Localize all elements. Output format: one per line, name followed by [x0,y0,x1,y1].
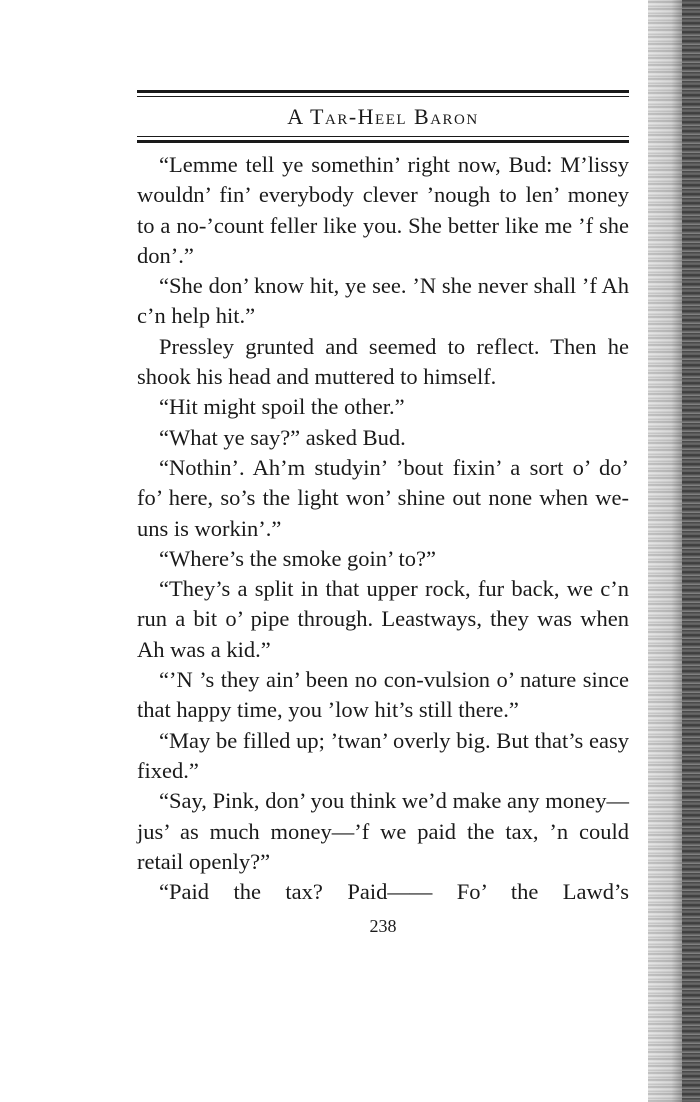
page-number: 238 [369,916,397,936]
header-rule-top-thin [137,96,629,97]
running-header: A Tar-Heel Baron [287,104,479,129]
header-rule-top-thick [137,90,629,93]
page-edge-gutter [682,0,700,1102]
paragraph: “Where’s the smoke goin’ to?” [159,545,436,571]
paragraph: “Say, Pink, don’ you think we’d make any money—jus’ as much money—’f we paid the tax, ’n could retail openly?” [137,788,629,874]
paragraph: “She don’ know hit, ye see. ’N she never shall ’f Ah c’n help hit.” [137,273,629,329]
paragraph: “Hit might spoil the other.” [159,394,405,420]
paragraph: Pressley grunted and seemed to reflect. Then he shook his head and muttered to himself. [137,333,629,390]
paragraph: “Lemme tell ye somethin’ right now, Bud: M’lissy wouldn’ fin’ everybody clever ’nough to len’ money to a no-’count feller like you. She better like me ’f she don’.” [137,152,629,268]
paragraph: “’N ’s they ain’ been no con-vulsion o’ nature since that happy time, you ’low hit’s still there.” [137,667,629,723]
paragraph: “Nothin’. Ah’m studyin’ ’bout fixin’ a sort o’ do’ fo’ here, so’s the light won’ shine out none when we-uns is workin’.” [137,454,629,541]
paragraph: “What ye say?” asked Bud. [159,424,406,450]
header-rule-bottom-thin [137,136,629,137]
page-edge-shadow [648,0,700,1102]
paragraph-continued: “Paid the tax? Paid—— Fo’ the Lawd’s [159,879,629,905]
paragraph: “They’s a split in that upper rock, fur back, we c’n run a bit o’ pipe through. Leastways, they was when Ah was a kid.” [137,576,629,662]
body-text [137,150,629,907]
header-rule-bottom-thick [137,140,629,143]
paragraph: “May be filled up; ’twan’ overly big. But that’s easy fixed.” [137,727,629,783]
